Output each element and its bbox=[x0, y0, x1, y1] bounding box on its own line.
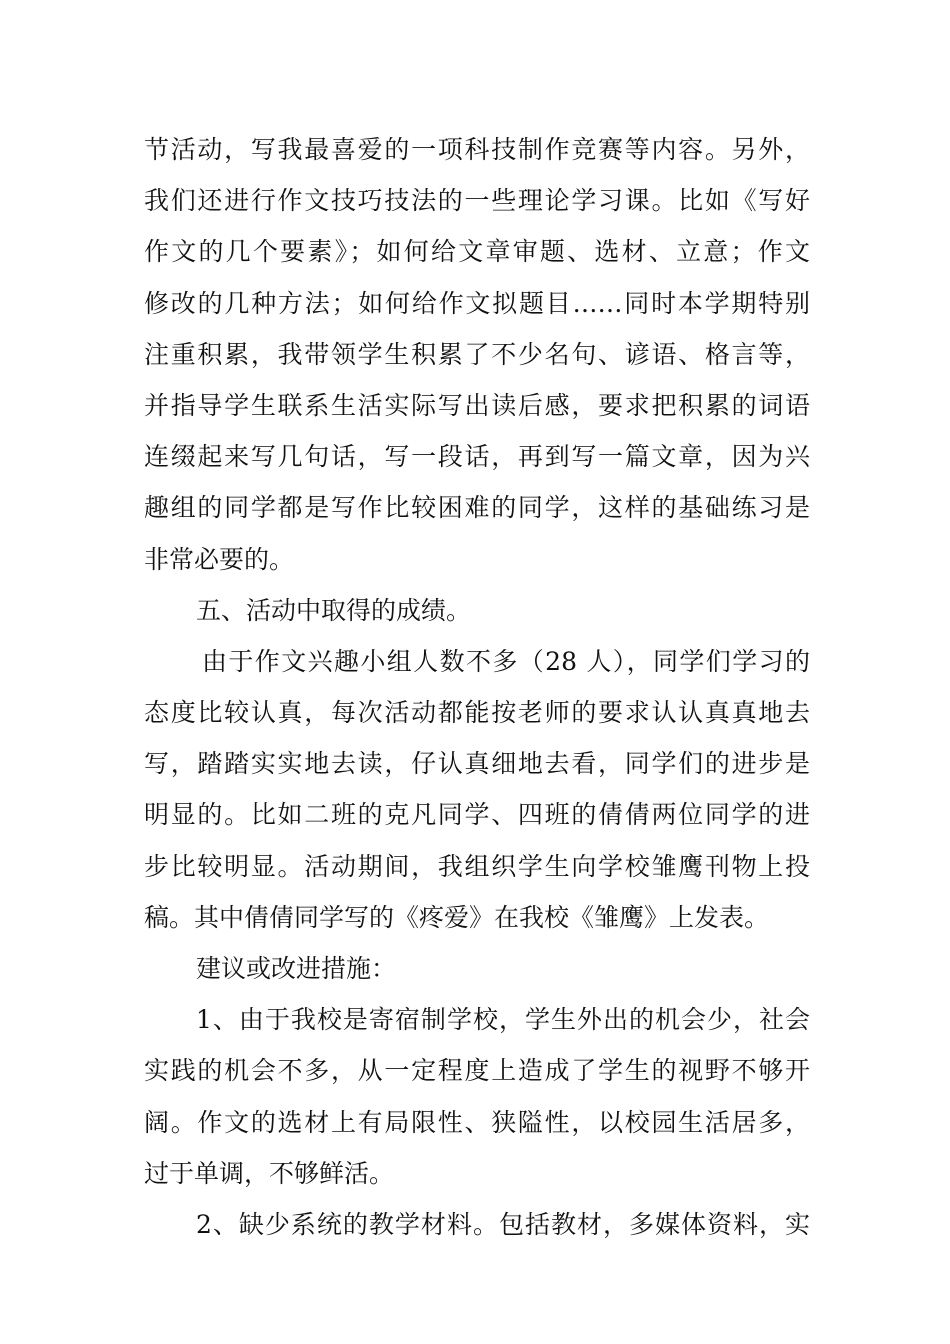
paragraph-line: 作文的几个要素》；如何给文章审题、选材、立意；作文 bbox=[144, 237, 810, 267]
paragraph-line: 非常必要的。 bbox=[144, 544, 295, 574]
document-body bbox=[144, 124, 810, 1250]
paragraph-line: 修改的几种方法；如何给作文拟题目……同时本学期特别 bbox=[144, 288, 810, 318]
paragraph-line: 并指导学生联系生活实际写出读后感，要求把积累的词语 bbox=[144, 390, 810, 420]
paragraph-line: 写，踏踏实实地去读，仔认真细地去看，同学们的进步是 bbox=[144, 749, 810, 779]
paragraph-line: 阔。作文的选材上有局限性、狭隘性，以校园生活居多， bbox=[144, 1107, 810, 1137]
paragraph-line: 节活动，写我最喜爱的一项科技制作竞赛等内容。另外， bbox=[144, 135, 810, 164]
paragraph-line: 步比较明显。活动期间，我组织学生向学校雏鹰刊物上投 bbox=[144, 851, 810, 881]
paragraph-line: 1、由于我校是寄宿制学校，学生外出的机会少，社会 bbox=[196, 1005, 810, 1035]
paragraph-line: 2、缺少系统的教学材料。包括教材，多媒体资料，实 bbox=[196, 1209, 810, 1239]
paragraph-line: 我们还进行作文技巧技法的一些理论学习课。比如《写好 bbox=[144, 186, 810, 216]
paragraph-line: 趣组的同学都是写作比较困难的同学，这样的基础练习是 bbox=[144, 493, 810, 523]
section-heading: 建议或改进措施： bbox=[196, 954, 397, 983]
paragraph-line: 态度比较认真，每次活动都能按老师的要求认认真真地去 bbox=[144, 698, 810, 728]
paragraph-line: 注重积累，我带领学生积累了不少名句、谚语、格言等， bbox=[144, 339, 810, 369]
paragraph-line: 过于单调，不够鲜活。 bbox=[144, 1158, 395, 1188]
paragraph-line: 连缀起来写几句话，写一段话，再到写一篇文章，因为兴 bbox=[144, 442, 810, 472]
paragraph-line: 实践的机会不多，从一定程度上造成了学生的视野不够开 bbox=[144, 1056, 810, 1086]
paragraph-line: 明显的。比如二班的克凡同学、四班的倩倩两位同学的进 bbox=[144, 800, 810, 830]
section-heading: 五、活动中取得的成绩。 bbox=[196, 595, 472, 625]
paragraph-line: 由于作文兴趣小组人数不多（28 人），同学们学习的 bbox=[202, 646, 810, 676]
paragraph-line: 稿。其中倩倩同学写的《疼爱》在我校《雏鹰》上发表。 bbox=[144, 902, 770, 932]
